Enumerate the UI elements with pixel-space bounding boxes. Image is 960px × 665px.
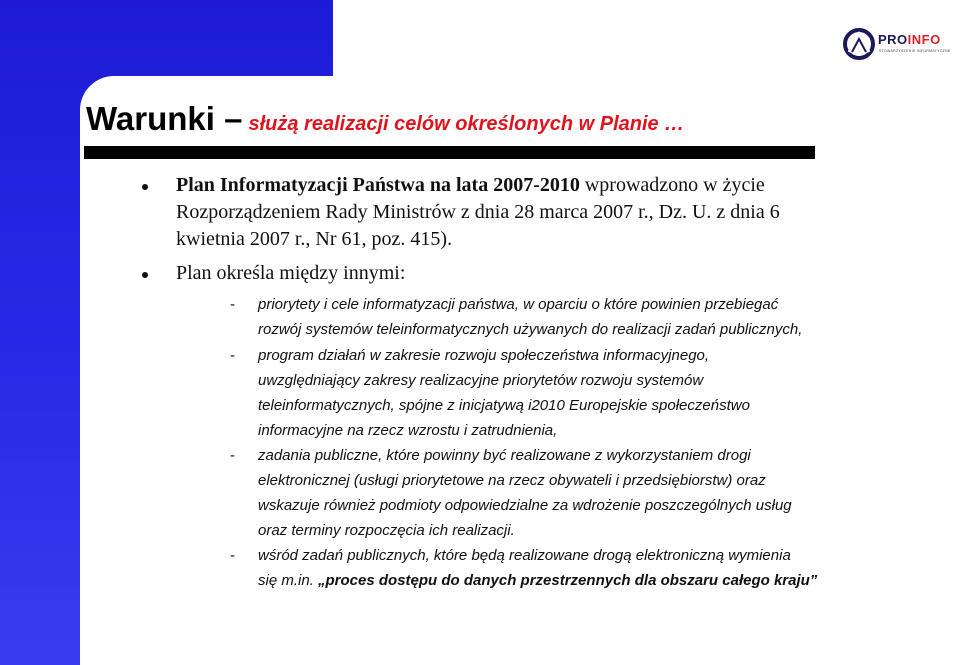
logo-tagline: STOWARZYSZENIE INFORMATYCZNE — [879, 49, 951, 53]
bullet-2-line-1: Plan określa między innymi: — [176, 262, 406, 284]
proinfo-logo — [843, 28, 953, 62]
dash-marker: - — [230, 347, 235, 364]
title-underline-bar — [84, 146, 815, 159]
proinfo-logo-mark-icon — [843, 28, 875, 60]
subitem-2-line-4: informacyjne na rzecz wzrostu i zatrudnienia, — [258, 422, 558, 439]
subitem-3-line-2: elektronicznej (usługi priorytetowe na rzecz obywateli i przedsiębiorstw) oraz — [258, 472, 766, 489]
bullet-1-bold-text: Plan Informatyzacji Państwa na lata 2007-2010 — [176, 174, 580, 196]
title-subtitle: służą realizacji celów określonych w Planie … — [248, 113, 685, 135]
bullet-1-rest-text: wprowadzono w życie — [579, 174, 765, 196]
dash-marker: - — [230, 296, 235, 313]
title-main: Warunki – — [86, 100, 243, 137]
subitem-2-line-1: program działań w zakresie rozwoju społeczeństwa informacyjnego, — [258, 347, 710, 364]
slide-title — [86, 100, 684, 138]
subitem-3-line-4: oraz terminy rozpoczęcia ich realizacji. — [258, 522, 515, 539]
subitem-2-line-2: uwzględniający zakresy realizacyjne priorytetów rozwoju systemów — [258, 372, 704, 389]
logo-brand-prefix: PRO — [878, 32, 908, 47]
logo-brand-suffix: INFO — [907, 32, 941, 47]
bullet-1-line-1 — [176, 174, 765, 197]
subitem-1-line-1: priorytety i cele informatyzacji państwa, w oparciu o które powinien przebiegać — [258, 296, 779, 313]
subitem-3-line-1: zadania publiczne, które powinny być realizowane z wykorzystaniem drogi — [258, 447, 751, 464]
subitem-4-bold-quote: „proces dostępu do danych przestrzennych dla obszaru całego kraju” — [318, 572, 818, 589]
subitem-4-line-2 — [258, 572, 817, 589]
subitem-2-line-3: teleinformatycznych, spójne z inicjatywą i2010 Europejskie społeczeństwo — [258, 397, 750, 414]
bullet-1-line-2: Rozporządzeniem Rady Ministrów z dnia 28 marca 2007 r., Dz. U. z dnia 6 — [176, 201, 780, 223]
dash-marker: - — [230, 447, 235, 464]
dash-marker: - — [230, 547, 235, 564]
bullet-dot — [142, 272, 148, 278]
subitem-3-line-3: wskazuje również podmioty odpowiedzialne za wdrożenie poszczególnych usług — [258, 497, 792, 514]
proinfo-logo-text — [878, 32, 941, 47]
subitem-4-line-1: wśród zadań publicznych, które będą realizowane drogą elektroniczną wymienia — [258, 547, 791, 564]
subitem-1-line-2: rozwój systemów teleinformatycznych używanych do realizacji zadań publicznych, — [258, 321, 803, 338]
bullet-dot — [142, 184, 148, 190]
bullet-1-line-3: kwietnia 2007 r., Nr 61, poz. 415). — [176, 228, 453, 250]
subitem-4-prefix: się m.in. — [258, 572, 319, 589]
